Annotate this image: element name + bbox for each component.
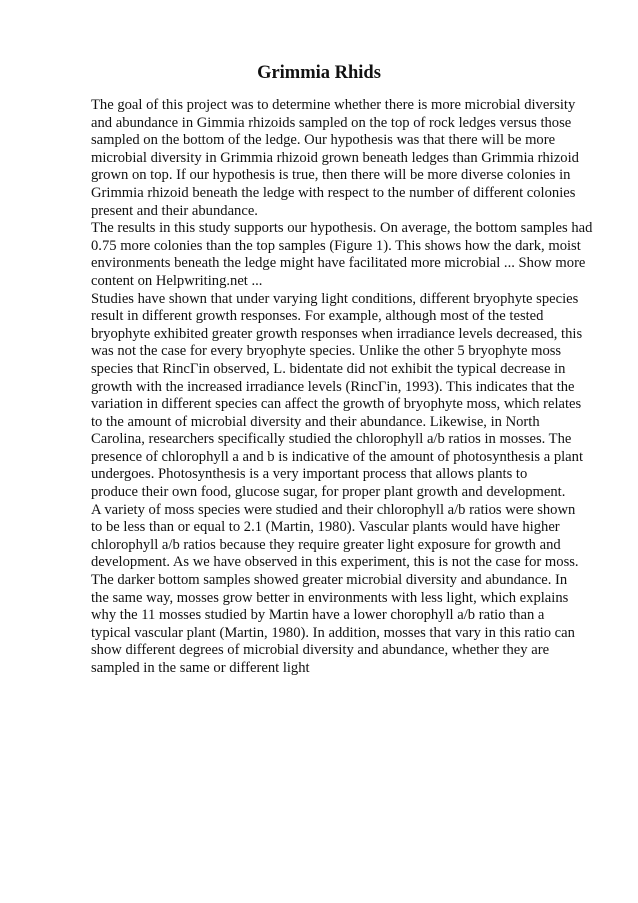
text-line: to the amount of microbial diversity and their abundance. Likewise, in North — [91, 413, 540, 430]
text-line: was not the case for every bryophyte species. Unlike the other 5 bryophyte moss — [91, 343, 562, 360]
text-line: the same way, mosses grow better in environments with less light, which explains — [91, 589, 569, 606]
text-line: sampled on the bottom of the ledge. Our hypothesis was that there will be more — [91, 132, 556, 149]
text-line: content on Helpwriting.net ... — [91, 272, 263, 289]
document-title: Grimmia Rhids — [257, 63, 381, 83]
text-line: and abundance in Gimmia rhizoids sampled on the top of rock ledges versus those — [91, 114, 572, 131]
text-line: grown on top. If our hypothesis is true, then there will be more diverse colonies in — [91, 167, 571, 184]
text-line: undergoes. Photosynthesis is a very important process that allows plants to — [91, 466, 528, 483]
text-line: produce their own food, glucose sugar, for proper plant growth and development. — [91, 484, 566, 501]
text-line: why the 11 mosses studied by Martin have a lower chorophyll a/b ratio than a — [91, 607, 545, 624]
paragraph-chlorophyll — [91, 502, 591, 678]
paragraph-results — [91, 220, 591, 290]
text-line: sampled in the same or different light — [91, 660, 310, 676]
text-line: Studies have shown that under varying light conditions, different bryophyte species — [91, 290, 579, 307]
text-line: chlorophyll a/b ratios because they require greater light exposure for growth and — [91, 536, 561, 553]
text-line: development. As we have observed in this experiment, this is not the case for moss. — [91, 554, 579, 571]
text-line: variation in different species can affect the growth of bryophyte moss, which relates — [91, 396, 582, 413]
text-line: The results in this study supports our hypothesis. On average, the bottom samples had — [91, 220, 593, 237]
text-line: result in different growth responses. For example, although most of the tested — [91, 308, 544, 325]
text-line: The goal of this project was to determine whether there is more microbial diversity — [91, 97, 576, 113]
text-line: growth with the increased irradiance levels (RincГіn, 1993). This indicates that the — [91, 378, 575, 395]
text-line: 0.75 more colonies than the top samples (Figure 1). This shows how the dark, moist — [91, 237, 581, 254]
text-line: bryophyte exhibited greater growth responses when irradiance levels decreased, this — [91, 325, 583, 342]
text-line: presence of chlorophyll a and b is indicative of the amount of photosynthesis a plant — [91, 448, 584, 465]
text-line: Grimmia rhizoid beneath the ledge with respect to the number of different colonies — [91, 184, 576, 201]
paragraph-studies — [91, 291, 591, 502]
text-line: environments beneath the ledge might have facilitated more microbial ... Show more — [91, 255, 586, 272]
text-line: microbial diversity in Grimmia rhizoid grown beneath ledges than Grimmia rhizoid — [91, 149, 579, 166]
document-body — [91, 97, 591, 678]
text-line: Carolina, researchers specifically studied the chlorophyll a/b ratios in mosses. The — [91, 431, 572, 448]
text-line: to be less than or equal to 2.1 (Martin, 1980). Vascular plants would have higher — [91, 519, 560, 536]
text-line: species that RincГіn observed, L. bidentate did not exhibit the typical decrease in — [91, 360, 566, 377]
text-line: typical vascular plant (Martin, 1980). In addition, mosses that vary in this ratio can — [91, 624, 575, 641]
text-line: The darker bottom samples showed greater microbial diversity and abundance. In — [91, 572, 568, 589]
text-line: present and their abundance. — [91, 202, 258, 219]
text-line: show different degrees of microbial diversity and abundance, whether they are — [91, 642, 550, 659]
text-line: A variety of moss species were studied and their chlorophyll a/b ratios were shown — [91, 501, 576, 518]
paragraph-introduction — [91, 97, 591, 220]
